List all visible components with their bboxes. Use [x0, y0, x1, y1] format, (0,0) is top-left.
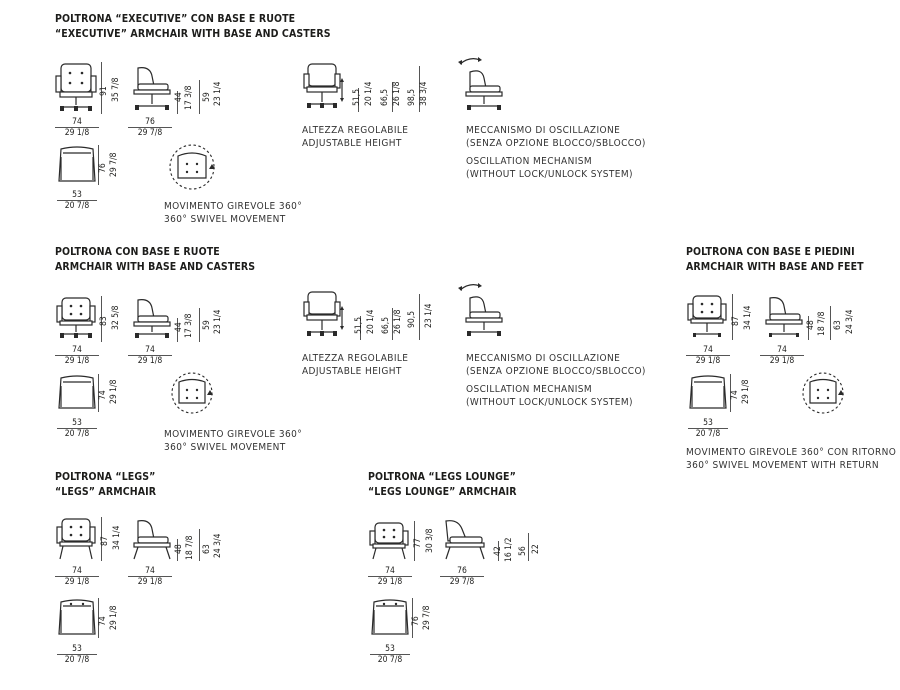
feet-swivel-en: 360° SWIVEL MOVEMENT WITH RETURN [686, 460, 879, 471]
casters-top-width: 53 [72, 418, 82, 428]
legs-side-arm-height: 63 [202, 544, 212, 554]
lounge-top-view [370, 598, 410, 638]
casters-osc-it-1: MECCANISMO DI OSCILLAZIONE [466, 353, 621, 364]
executive-side-view [128, 66, 172, 114]
executive-swivel-icon [168, 142, 216, 192]
feet-swivel-it: MOVIMENTO GIREVOLE 360° CON RITORNO [686, 447, 897, 458]
casters-oscillation-icon [456, 282, 506, 338]
exec-adj-b-in: 26 1/8 [392, 81, 402, 106]
exec-swivel-en: 360° SWIVEL MOVEMENT [164, 214, 286, 225]
exec-front-width-in: 29 1/8 [55, 127, 99, 138]
feet-front-width: 74 [703, 345, 713, 355]
legs-side-width-in: 29 1/8 [128, 576, 172, 587]
casters-top-depth-in: 29 1/8 [109, 379, 119, 404]
legs-front-width-in: 29 1/8 [55, 576, 99, 587]
legs-side-seat-height: 48 [174, 544, 184, 554]
lounge-side-width-in: 29 7/8 [440, 576, 484, 587]
lounge-front-width: 74 [385, 566, 395, 576]
executive-top-view [57, 145, 97, 185]
exec-osc-it-2: (SENZA OPZIONE BLOCCO/SBLOCCO) [466, 138, 646, 149]
feet-swivel-icon [798, 370, 848, 416]
casters-adj-a: 51,5 [354, 316, 364, 334]
lounge-side-seat-height-in: 16 1/2 [504, 537, 514, 562]
casters-side-width-in: 29 1/8 [128, 355, 172, 366]
legs-top-depth: 74 [98, 616, 108, 626]
casters-adj-b: 66,5 [381, 316, 391, 334]
lounge-front-height-in: 30 3/8 [425, 528, 435, 553]
exec-adj-a-in: 20 1/4 [364, 81, 374, 106]
section-title-lounge-it: POLTRONA “LEGS LOUNGE” [368, 471, 516, 483]
feet-front-view [686, 294, 730, 340]
lounge-top-depth: 76 [411, 616, 421, 626]
feet-side-width-in: 29 1/8 [760, 355, 804, 366]
casters-osc-en-1: OSCILLATION MECHANISM [466, 384, 593, 395]
exec-front-width: 74 [72, 117, 82, 127]
exec-osc-en-2: (WITHOUT LOCK/UNLOCK SYSTEM) [466, 169, 633, 180]
exec-side-width: 76 [145, 117, 155, 127]
section-title-feet-it: POLTRONA CON BASE E PIEDINI [686, 246, 855, 258]
section-title-executive-en: “EXECUTIVE” ARMCHAIR WITH BASE AND CASTERS [55, 28, 331, 40]
casters-height-en: ADJUSTABLE HEIGHT [302, 366, 402, 377]
casters-osc-it-2: (SENZA OPZIONE BLOCCO/SBLOCCO) [466, 366, 646, 377]
casters-top-depth: 74 [98, 390, 108, 400]
exec-top-width-in: 20 7/8 [57, 200, 97, 211]
legs-side-seat-height-in: 18 7/8 [185, 535, 195, 560]
casters-adj-a-in: 20 1/4 [366, 309, 376, 334]
section-title-executive-it: POLTRONA “EXECUTIVE” CON BASE E RUOTE [55, 13, 296, 25]
casters-front-width: 74 [72, 345, 82, 355]
feet-front-height: 87 [731, 316, 741, 326]
legs-front-height: 87 [100, 536, 110, 546]
casters-side-arm-height: 59 [202, 320, 212, 330]
feet-top-view [688, 374, 728, 412]
casters-side-seat-height: 44 [174, 322, 184, 332]
exec-adj-a: 51,5 [352, 88, 362, 106]
casters-adj-b-in: 26 1/8 [393, 309, 403, 334]
feet-top-width: 53 [703, 418, 713, 428]
lounge-top-depth-in: 29 7/8 [422, 605, 432, 630]
lounge-front-height: 77 [413, 538, 423, 548]
feet-top-depth: 74 [730, 390, 740, 400]
lounge-front-width-in: 29 1/8 [368, 576, 412, 587]
casters-osc-en-2: (WITHOUT LOCK/UNLOCK SYSTEM) [466, 397, 633, 408]
legs-top-width: 53 [72, 644, 82, 654]
lounge-side-width: 76 [457, 566, 467, 576]
casters-side-arm-height-in: 23 1/4 [213, 309, 223, 334]
lounge-side-seat-height: 42 [493, 546, 503, 556]
feet-side-seat-height: 48 [806, 320, 816, 330]
exec-side-seat-height: 44 [174, 92, 184, 102]
section-title-casters-en: ARMCHAIR WITH BASE AND CASTERS [55, 261, 256, 273]
feet-side-view [760, 296, 804, 340]
exec-adj-c: 98,5 [407, 88, 417, 106]
legs-front-width: 74 [72, 566, 82, 576]
executive-adjustable-icon [302, 62, 344, 112]
exec-front-height: 91 [99, 86, 109, 96]
casters-swivel-en: 360° SWIVEL MOVEMENT [164, 442, 286, 453]
feet-top-depth-in: 29 1/8 [741, 379, 751, 404]
legs-top-width-in: 20 7/8 [57, 654, 97, 665]
exec-swivel-it: MOVIMENTO GIREVOLE 360° [164, 201, 303, 212]
section-title-feet-en: ARMCHAIR WITH BASE AND FEET [686, 261, 864, 273]
legs-front-view [55, 517, 99, 561]
exec-osc-it-1: MECCANISMO DI OSCILLAZIONE [466, 125, 621, 136]
casters-top-view [57, 374, 97, 412]
lounge-side-arm-height: 56 [518, 546, 528, 556]
lounge-side-arm-height-in: 22 [531, 544, 541, 554]
lounge-side-view [440, 519, 486, 561]
legs-top-depth-in: 29 1/8 [109, 605, 119, 630]
exec-adj-c-in: 38 3/4 [419, 81, 429, 106]
feet-front-height-in: 34 1/4 [743, 305, 753, 330]
casters-swivel-icon [168, 370, 216, 416]
casters-front-width-in: 29 1/8 [55, 355, 99, 366]
exec-height-it: ALTEZZA REGOLABILE [302, 125, 409, 136]
section-title-lounge-en: “LEGS LOUNGE” ARMCHAIR [368, 486, 517, 498]
legs-side-arm-height-in: 24 3/4 [213, 533, 223, 558]
section-title-legs-it: POLTRONA “LEGS” [55, 471, 156, 483]
exec-adj-b: 66,5 [380, 88, 390, 106]
exec-top-depth-in: 29 7/8 [109, 152, 119, 177]
feet-top-width-in: 20 7/8 [688, 428, 728, 439]
exec-side-seat-height-in: 17 3/8 [184, 85, 194, 110]
casters-height-it: ALTEZZA REGOLABILE [302, 353, 409, 364]
casters-adj-c: 90,5 [407, 310, 417, 328]
exec-side-width-in: 29 7/8 [128, 127, 172, 138]
exec-front-height-in: 35 7/8 [111, 77, 121, 102]
casters-front-height: 83 [99, 316, 109, 326]
feet-side-arm-height-in: 24 3/4 [845, 309, 855, 334]
casters-side-view [128, 298, 172, 342]
lounge-top-width-in: 20 7/8 [370, 654, 410, 665]
section-title-casters-it: POLTRONA CON BASE E RUOTE [55, 246, 220, 258]
feet-side-arm-height: 63 [833, 320, 843, 330]
legs-side-width: 74 [145, 566, 155, 576]
executive-oscillation-icon [456, 56, 506, 112]
exec-top-depth: 76 [98, 163, 108, 173]
exec-height-en: ADJUSTABLE HEIGHT [302, 138, 402, 149]
legs-front-height-in: 34 1/4 [112, 525, 122, 550]
casters-swivel-it: MOVIMENTO GIREVOLE 360° [164, 429, 303, 440]
lounge-front-view [368, 521, 412, 561]
executive-front-view [55, 62, 99, 114]
casters-top-width-in: 20 7/8 [57, 428, 97, 439]
exec-side-arm-height-in: 23 1/4 [213, 81, 223, 106]
section-title-legs-en: “LEGS” ARMCHAIR [55, 486, 157, 498]
casters-side-seat-height-in: 17 3/8 [184, 313, 194, 338]
casters-front-view [55, 296, 99, 342]
exec-top-width: 53 [72, 190, 82, 200]
casters-front-height-in: 32 5/8 [111, 305, 121, 330]
feet-side-seat-height-in: 18 7/8 [817, 311, 827, 336]
casters-side-width: 74 [145, 345, 155, 355]
legs-side-view [128, 519, 172, 561]
exec-osc-en-1: OSCILLATION MECHANISM [466, 156, 593, 167]
casters-adj-c-in: 23 1/4 [424, 303, 434, 328]
casters-adjustable-icon [302, 290, 344, 340]
legs-top-view [57, 598, 97, 638]
feet-side-width: 74 [777, 345, 787, 355]
exec-side-arm-height: 59 [202, 92, 212, 102]
lounge-top-width: 53 [385, 644, 395, 654]
feet-front-width-in: 29 1/8 [686, 355, 730, 366]
